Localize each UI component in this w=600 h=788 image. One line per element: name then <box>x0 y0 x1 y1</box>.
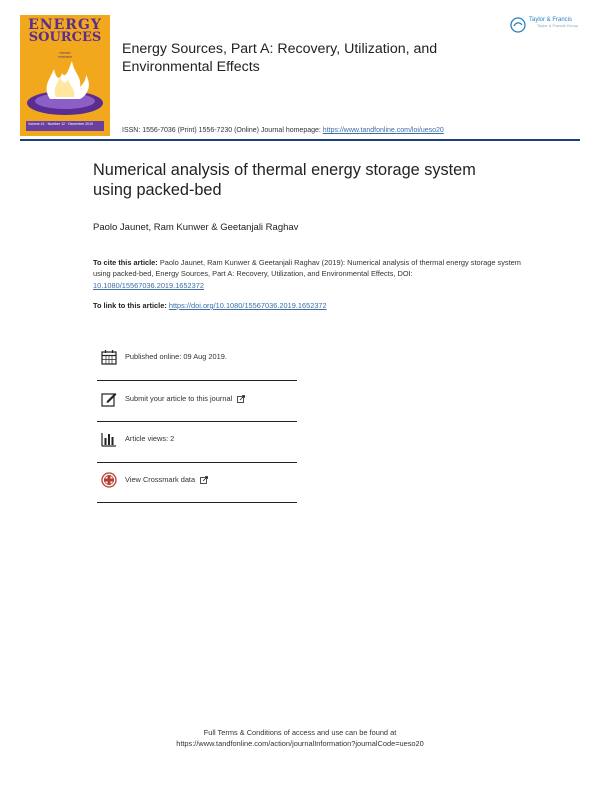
bar-chart-icon <box>101 431 117 447</box>
article-views-text: Article views: 2 <box>125 434 175 443</box>
link-label: To link to this article: <box>93 301 169 310</box>
cover-title-line2: SOURCES <box>28 29 102 45</box>
footer-terms-text: Full Terms & Conditions of access and use can be found at <box>203 728 397 737</box>
crossmark-row[interactable] <box>97 469 297 497</box>
footer <box>0 727 600 749</box>
citation-text: Paolo Jaunet, Ram Kunwer & Geetanjali Raghav (2019): Numerical analysis of thermal energy storage system using packed-bed, Energy Sources, Part A: Recovery, Utilization, and Environmental Effects, DOI: <box>93 258 521 279</box>
published-online-row <box>97 346 297 374</box>
cover-subtitle: ▪▪▪▪▪▪▪▪▪ ▪▪▪▪▪▪▪▪▪▪▪ <box>58 51 72 60</box>
edit-icon <box>101 391 117 407</box>
meta-divider <box>97 421 297 422</box>
doi-link[interactable]: 10.1080/15567036.2019.1652372 <box>93 280 204 290</box>
cover-band: Volume 41 · Number 12 · December 2019 <box>26 121 104 131</box>
journal-title: Energy Sources, Part A: Recovery, Utilization, and Environmental Effects <box>122 41 438 75</box>
calendar-icon <box>101 349 117 365</box>
flame-illustration-icon <box>20 59 110 119</box>
journal-cover-image <box>20 15 110 136</box>
external-link-icon <box>200 476 208 484</box>
article-authors: Paolo Jaunet, Ram Kunwer & Geetanjali Raghav <box>93 222 299 233</box>
submit-article-link[interactable] <box>125 394 245 403</box>
submit-article-row[interactable] <box>97 388 297 416</box>
cover-title-line1: ENERGY <box>28 17 102 33</box>
publisher-logo-subtext: Taylor & Francis Group <box>537 23 578 29</box>
citation-label: To cite this article: <box>93 258 158 267</box>
header-divider <box>20 139 580 141</box>
issn-line <box>122 127 582 134</box>
article-title: Numerical analysis of thermal energy storage system using packed-bed <box>93 161 476 199</box>
issn-text: ISSN: 1556-7036 (Print) 1556-7230 (Online) Journal homepage: <box>122 127 323 134</box>
article-doi-url-link[interactable]: https://doi.org/10.1080/15567036.2019.1652372 <box>168 301 327 310</box>
footer-terms-url-link[interactable]: https://www.tandfonline.com/action/journalInformation?journalCode=ueso20 <box>176 739 424 748</box>
article-link-line <box>93 301 327 310</box>
meta-divider <box>97 502 297 503</box>
cover-title <box>20 19 110 43</box>
crossmark-icon <box>101 472 117 488</box>
meta-divider <box>97 462 297 463</box>
submit-article-text: Submit your article to this journal <box>125 394 233 403</box>
publisher-logo-text: Taylor & Francis <box>529 17 573 23</box>
citation-block <box>93 257 523 291</box>
article-views-row <box>97 428 297 456</box>
external-link-icon <box>237 395 245 403</box>
crossmark-text: View Crossmark data <box>125 475 196 484</box>
meta-divider <box>97 380 297 381</box>
publisher-logo[interactable] <box>510 15 585 37</box>
crossmark-link[interactable] <box>125 475 208 484</box>
journal-homepage-link[interactable]: https://www.tandfonline.com/loi/ueso20 <box>322 127 444 134</box>
published-online-text: Published online: 09 Aug 2019. <box>125 352 227 361</box>
publisher-logo-icon <box>510 17 526 33</box>
